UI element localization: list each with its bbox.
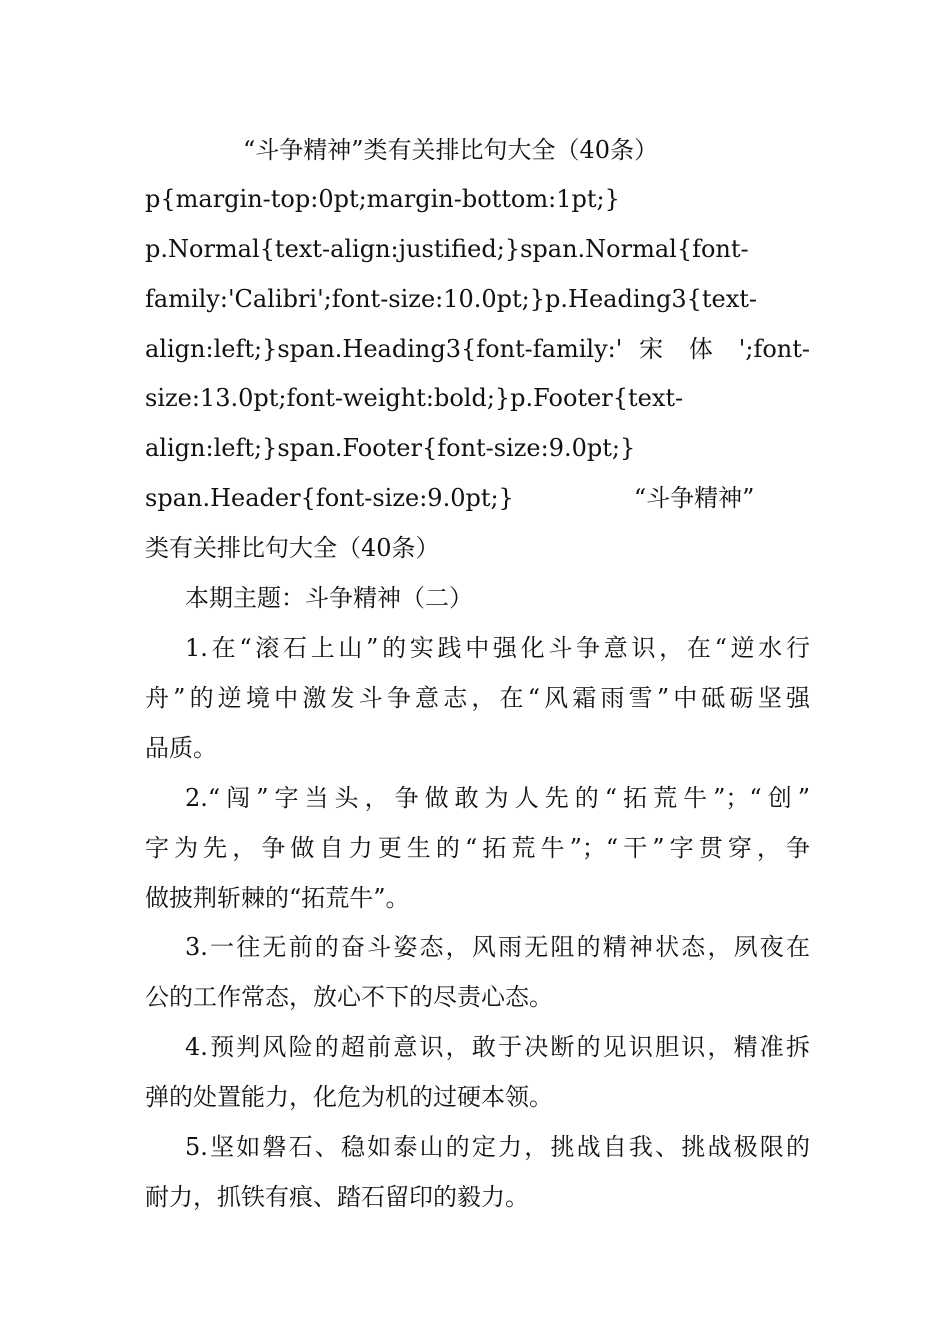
theme-line: 本期主题：斗争精神（二）	[185, 584, 473, 612]
item-4-line-2: 弹的处置能力，化危为机的过硬本领。	[145, 1083, 553, 1111]
document-title: “斗争精神”类有关排比句大全（40条）	[243, 136, 659, 164]
css-line-5: size:13.0pt;font-weight:bold;}p.Footer{text-	[145, 384, 684, 412]
item-2-line-1: 2.“闯”字当头，争做敢为人先的“拓荒牛”；“创”	[185, 784, 810, 812]
css-line-1: p{margin-top:0pt;margin-bottom:1pt;}	[145, 185, 620, 213]
item-1-line-2: 舟”的逆境中激发斗争意志，在“风霜雨雪”中砥砺坚强	[145, 684, 810, 712]
item-1-line-1: 1.在“滚石上山”的实践中强化斗争意识，在“逆水行	[185, 634, 810, 662]
item-1-line-3: 品质。	[145, 734, 217, 762]
css-line-4: align:left;}span.Heading3{font-family:' 宋 体 ';font-	[145, 335, 810, 363]
header-style-text: span.Header{font-size:9.0pt;}	[145, 484, 514, 512]
css-line-2: p.Normal{text-align:justified;}span.Normal{font-	[145, 235, 749, 263]
item-5-line-1: 5.坚如磐石、稳如泰山的定力，挑战自我、挑战极限的	[185, 1133, 810, 1161]
item-2-line-3: 做披荆斩棘的“拓荒牛”。	[145, 884, 410, 912]
header-style-line	[145, 482, 810, 514]
item-3-line-1: 3.一往无前的奋斗姿态，风雨无阻的精神状态，夙夜在	[185, 933, 810, 961]
css-line-3: family:'Calibri';font-size:10.0pt;}p.Heading3{text-	[145, 285, 757, 313]
item-2-line-2: 字为先，争做自力更生的“拓荒牛”；“干”字贯穿，争	[145, 834, 810, 862]
item-5-line-2: 耐力，抓铁有痕、踏石留印的毅力。	[145, 1183, 529, 1211]
repeated-title-end: 类有关排比句大全（40条）	[145, 534, 440, 562]
css-line-6: align:left;}span.Footer{font-size:9.0pt;}	[145, 434, 636, 462]
item-4-line-1: 4.预判风险的超前意识，敢于决断的见识胆识，精准拆	[185, 1033, 810, 1061]
repeated-title-start: “斗争精神”	[633, 484, 755, 512]
item-3-line-2: 公的工作常态，放心不下的尽责心态。	[145, 983, 553, 1011]
